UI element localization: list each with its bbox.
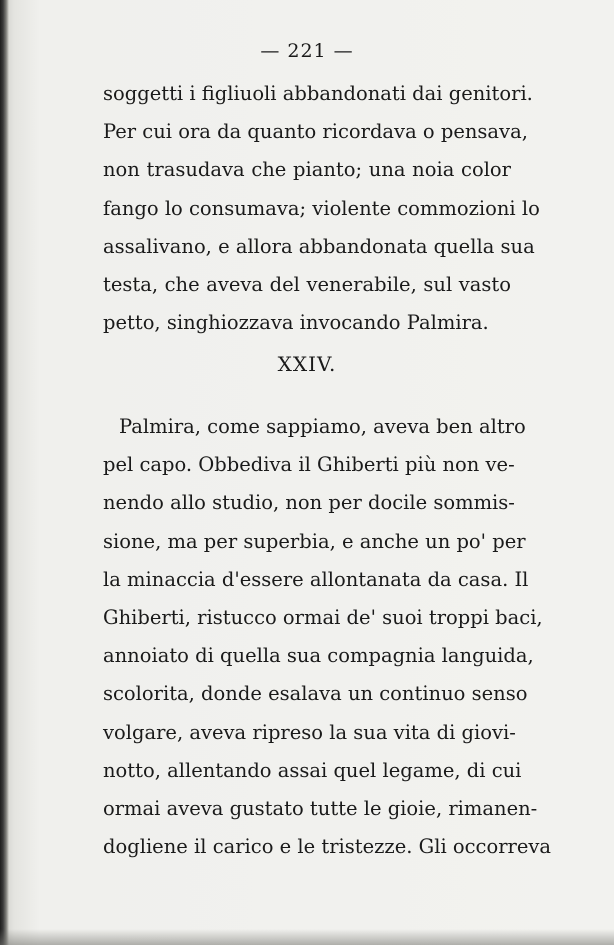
text-line: nendo allo studio, non per docile sommis- [103,491,515,515]
text-line: annoiato di quella sua compagnia languida, [103,644,534,668]
text-line: dogliene il carico e le tristezze. Gli occorreva [103,835,552,859]
text-line: volgare, aveva ripreso la sua vita di giovi- [103,720,516,744]
chapter-heading: XXIV. [277,352,337,376]
page-bottom-edge [0,929,614,945]
text-line: ormai aveva gustato tutte le gioie, rimanen- [103,796,538,820]
book-spine-shadow [0,0,9,945]
page-number: — 221 — [260,40,354,62]
text-line: assalivano, e allora abbandonata quella sua [103,234,535,258]
text-line: Per cui ora da quanto ricordava o pensava, [103,120,528,144]
text-line: sione, ma per superbia, e anche un po' per [103,529,526,553]
text-line: petto, singhiozzava invocando Palmira. [103,311,489,335]
paragraph-continued [103,75,540,342]
text-line: notto, allentando assai quel legame, di cui [103,758,522,782]
text-line: Ghiberti, ristucco ormai de' suoi troppi baci, [103,605,543,629]
text-line: la minaccia d'essere allontanata da casa. Il [103,567,529,591]
paragraph-chapter-start [103,408,552,866]
text-line: non trasudava che pianto; una noia color [103,158,511,182]
text-line: fango lo consumava; violente commozioni lo [103,196,540,220]
text-line: soggetti i figliuoli abbandonati dai genitori. [103,82,533,105]
text-line: Palmira, come sappiamo, aveva ben altro [119,415,526,438]
text-line: testa, che aveva del venerabile, sul vasto [103,272,511,296]
text-line: pel capo. Obbediva il Ghiberti più non ve- [103,453,515,477]
text-line: scolorita, donde esalava un continuo senso [103,682,528,706]
